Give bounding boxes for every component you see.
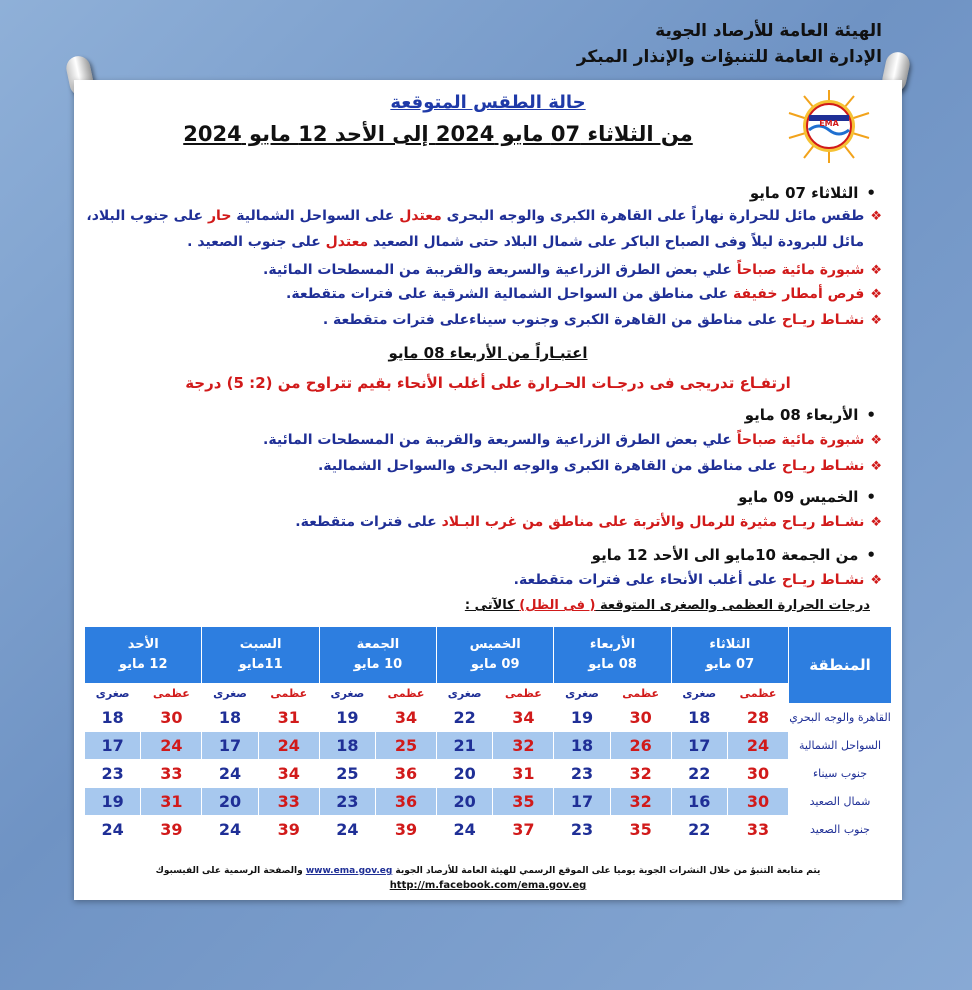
temperatures-caption: درجات الحرارة العظمى والصغرى المتوقعة ( فى الظل) كالآتى : bbox=[464, 598, 870, 613]
day-heading-friday-sunday: • من الجمعة 10مايو الى الأحد 12 مايو bbox=[592, 546, 876, 564]
day-header: الخميس 09 مايو bbox=[437, 627, 554, 684]
max-temp-cell: 33 bbox=[141, 760, 202, 788]
min-temp-cell: 17 bbox=[671, 732, 727, 760]
tuesday-temperature-line-cont: مائل للبرودة ليلاً وفى الصباح الباكر على شمال البلاد حتى شمال الصعيد معتدل على جنوب الصعيد . bbox=[187, 234, 864, 250]
max-temp-cell: 24 bbox=[258, 732, 319, 760]
table-row bbox=[85, 760, 892, 788]
max-label: عظمى bbox=[727, 684, 788, 704]
temperature-table bbox=[84, 626, 892, 844]
min-label: صغرى bbox=[202, 684, 258, 704]
organization-header bbox=[577, 18, 882, 70]
min-temp-cell: 23 bbox=[554, 816, 610, 844]
min-label: صغرى bbox=[554, 684, 610, 704]
min-temp-cell: 18 bbox=[671, 704, 727, 732]
min-temp-cell: 20 bbox=[437, 760, 493, 788]
min-label: صغرى bbox=[671, 684, 727, 704]
max-temp-cell: 30 bbox=[141, 704, 202, 732]
min-temp-cell: 21 bbox=[437, 732, 493, 760]
max-temp-cell: 32 bbox=[610, 788, 671, 816]
region-name: جنوب الصعيد bbox=[789, 816, 892, 844]
logo-text: EMA bbox=[819, 119, 839, 128]
min-temp-cell: 20 bbox=[437, 788, 493, 816]
ema-logo bbox=[784, 88, 874, 164]
min-label: صغرى bbox=[85, 684, 141, 704]
min-temp-cell: 17 bbox=[202, 732, 258, 760]
max-temp-cell: 32 bbox=[493, 732, 554, 760]
footer-note: يتم متابعة التنبؤ من خلال النشرات الجوية يوميا على الموقع الرسمي للهيئة العامة للأرصاد الجوية www.ema.gov.eg والصفحة الرسمية على الفيسبوك bbox=[155, 866, 821, 876]
website-link[interactable]: www.ema.gov.eg bbox=[305, 866, 393, 876]
from-wednesday-heading: اعتبـاراً من الأربعاء 08 مايو bbox=[388, 344, 588, 362]
org-name: الهيئة العامة للأرصاد الجوية bbox=[655, 21, 882, 41]
min-temp-cell: 23 bbox=[319, 788, 375, 816]
day-header: الثلاثاء 07 مايو bbox=[671, 627, 788, 684]
tuesday-wind-line: ❖ نشـاط ريـاح على مناطق من القاهرة الكبرى وجنوب سيناءعلى فترات متقطعة . bbox=[86, 312, 882, 328]
min-label: صغرى bbox=[319, 684, 375, 704]
max-temp-cell: 26 bbox=[610, 732, 671, 760]
max-temp-cell: 35 bbox=[610, 816, 671, 844]
min-temp-cell: 19 bbox=[554, 704, 610, 732]
min-temp-cell: 22 bbox=[671, 816, 727, 844]
min-temp-cell: 18 bbox=[319, 732, 375, 760]
forecast-period: من الثلاثاء 07 مايو 2024 إلى الأحد 12 مايو 2024 bbox=[183, 122, 693, 146]
max-temp-cell: 34 bbox=[493, 704, 554, 732]
day-header: الأحد 12 مايو bbox=[85, 627, 202, 684]
min-temp-cell: 18 bbox=[85, 704, 141, 732]
min-temp-cell: 25 bbox=[319, 760, 375, 788]
min-temp-cell: 23 bbox=[554, 760, 610, 788]
max-temp-cell: 37 bbox=[493, 816, 554, 844]
max-temp-cell: 34 bbox=[258, 760, 319, 788]
min-temp-cell: 23 bbox=[85, 760, 141, 788]
max-label: عظمى bbox=[258, 684, 319, 704]
facebook-link[interactable]: http://m.facebook.com/ema.gov.eg bbox=[389, 880, 587, 891]
min-temp-cell: 18 bbox=[202, 704, 258, 732]
min-temp-cell: 19 bbox=[85, 788, 141, 816]
table-row bbox=[85, 704, 892, 732]
max-temp-cell: 24 bbox=[141, 732, 202, 760]
min-temp-cell: 24 bbox=[85, 816, 141, 844]
max-temp-cell: 36 bbox=[376, 788, 437, 816]
max-temp-cell: 30 bbox=[727, 760, 788, 788]
max-label: عظمى bbox=[376, 684, 437, 704]
max-temp-cell: 30 bbox=[610, 704, 671, 732]
min-temp-cell: 17 bbox=[85, 732, 141, 760]
min-temp-cell: 24 bbox=[202, 816, 258, 844]
tuesday-rain-line: ❖ فرص أمطار خفيفة على مناطق من السواحل الشمالية الشرقية على فترات متقطعة. bbox=[86, 286, 882, 302]
max-temp-cell: 31 bbox=[141, 788, 202, 816]
day-heading-tuesday: • الثلاثاء 07 مايو bbox=[750, 184, 876, 202]
min-temp-cell: 24 bbox=[202, 760, 258, 788]
temperature-trend: ارتفـاع تدريجى فى درجـات الحـرارة على أغلب الأنحاء بقيم تتراوح من (2: 5) درجة bbox=[185, 374, 791, 392]
max-temp-cell: 24 bbox=[727, 732, 788, 760]
region-column-header: المنطقة bbox=[789, 627, 892, 704]
min-temp-cell: 24 bbox=[437, 816, 493, 844]
min-temp-cell: 16 bbox=[671, 788, 727, 816]
max-temp-cell: 35 bbox=[493, 788, 554, 816]
min-temp-cell: 22 bbox=[437, 704, 493, 732]
friday-sunday-wind-line: ❖ نشـاط ريـاح على أغلب الأنحاء على فترات متقطعة. bbox=[86, 572, 882, 588]
thursday-wind-line: ❖ نشـاط ريـاح مثيرة للرمال والأتربة على مناطق من غرب البـلاد على فترات متقطعة. bbox=[86, 514, 882, 530]
max-temp-cell: 30 bbox=[727, 788, 788, 816]
max-temp-cell: 31 bbox=[258, 704, 319, 732]
min-temp-cell: 20 bbox=[202, 788, 258, 816]
wednesday-wind-line: ❖ نشـاط ريـاح على مناطق من القاهرة الكبرى والوجه البحرى والسواحل الشمالية. bbox=[86, 458, 882, 474]
max-temp-cell: 25 bbox=[376, 732, 437, 760]
day-heading-wednesday: • الأربعاء 08 مايو bbox=[745, 406, 876, 424]
wednesday-fog-line: ❖ شبورة مائية صباحاً علي بعض الطرق الزراعية والسريعة والقريبة من المسطحات المائية. bbox=[86, 432, 882, 448]
max-temp-cell: 33 bbox=[258, 788, 319, 816]
max-temp-cell: 31 bbox=[493, 760, 554, 788]
max-temp-cell: 33 bbox=[727, 816, 788, 844]
day-header: الجمعة 10 مايو bbox=[319, 627, 436, 684]
min-temp-cell: 22 bbox=[671, 760, 727, 788]
page-title: حالة الطقس المتوقعة bbox=[390, 92, 586, 113]
table-row bbox=[85, 816, 892, 844]
max-temp-cell: 28 bbox=[727, 704, 788, 732]
tuesday-temperature-line: ❖ طقس مائل للحرارة نهاراً على القاهرة الكبرى والوجه البحرى معتدل على السواحل الشمالية حار على جنوب البلاد، bbox=[86, 208, 882, 224]
region-name: جنوب سيناء bbox=[789, 760, 892, 788]
tuesday-fog-line: ❖ شبورة مائية صباحاً علي بعض الطرق الزراعية والسريعة والقريبة من المسطحات المائية. bbox=[86, 262, 882, 278]
max-temp-cell: 39 bbox=[141, 816, 202, 844]
max-temp-cell: 39 bbox=[376, 816, 437, 844]
day-header: السبت 11مايو bbox=[202, 627, 319, 684]
max-temp-cell: 36 bbox=[376, 760, 437, 788]
max-temp-cell: 34 bbox=[376, 704, 437, 732]
max-label: عظمى bbox=[493, 684, 554, 704]
forecast-sheet bbox=[74, 80, 902, 900]
max-temp-cell: 39 bbox=[258, 816, 319, 844]
table-row bbox=[85, 788, 892, 816]
max-label: عظمى bbox=[141, 684, 202, 704]
day-heading-thursday: • الخميس 09 مايو bbox=[738, 488, 876, 506]
max-temp-cell: 32 bbox=[610, 760, 671, 788]
region-name: السواحل الشمالية bbox=[789, 732, 892, 760]
min-label: صغرى bbox=[437, 684, 493, 704]
min-temp-cell: 17 bbox=[554, 788, 610, 816]
org-department: الإدارة العامة للتنبؤات والإنذار المبكر bbox=[576, 47, 882, 67]
min-temp-cell: 18 bbox=[554, 732, 610, 760]
region-name: القاهرة والوجه البحري bbox=[789, 704, 892, 732]
table-row bbox=[85, 732, 892, 760]
min-temp-cell: 24 bbox=[319, 816, 375, 844]
min-temp-cell: 19 bbox=[319, 704, 375, 732]
max-label: عظمى bbox=[610, 684, 671, 704]
region-name: شمال الصعيد bbox=[789, 788, 892, 816]
day-header: الأربعاء 08 مايو bbox=[554, 627, 671, 684]
